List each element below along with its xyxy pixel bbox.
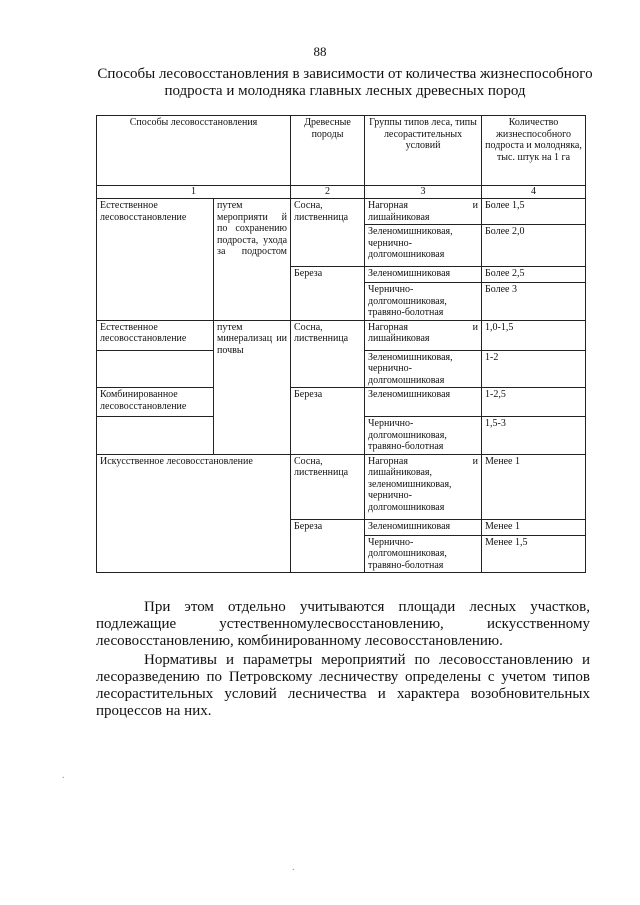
quantity-cell: Более 2,5	[482, 267, 586, 283]
quantity-cell: Менее 1	[482, 454, 586, 519]
column-number: 3	[365, 186, 482, 199]
quantity-cell: 1-2	[482, 350, 586, 388]
document-title	[80, 66, 610, 100]
forest-type-cell: Зеленомишниковая	[365, 267, 482, 283]
quantity-cell: 1,5-3	[482, 417, 586, 455]
species-cell: Сосна, лиственница	[291, 320, 365, 388]
header-groups: Группы типов леса, типы лесорастительных условий	[365, 116, 482, 186]
header-quantity: Количество жизнеспособного подроста и молодняка, тыс. штук на 1 га	[482, 116, 586, 186]
column-number: 2	[291, 186, 365, 199]
quantity-cell: 1-2,5	[482, 388, 586, 417]
forest-type-cell: Нагорная и лишайниковая, зеленомишниковая, чернично-долгомошниковая	[365, 454, 482, 519]
scan-speck: .	[62, 770, 65, 781]
forest-type-cell: Зеленомишниковая	[365, 388, 482, 417]
species-cell: Береза	[291, 267, 365, 321]
column-number-row	[97, 186, 586, 199]
title-line-2: подроста и молодняка главных лесных древесных пород	[164, 83, 526, 99]
method-cell: Естественное лесовосстановление	[97, 320, 214, 350]
forest-type-cell: Чернично-долгомошниковая, травяно-болотная	[365, 417, 482, 455]
species-cell: Сосна, лиственница	[291, 199, 365, 267]
column-number: 1	[97, 186, 291, 199]
table-header-row	[97, 116, 586, 186]
table-row	[97, 320, 586, 350]
table-row	[97, 454, 586, 519]
forest-type-cell: Нагорная и лишайниковая	[365, 320, 482, 350]
header-methods: Способы лесовосстановления	[97, 116, 291, 186]
species-cell: Береза	[291, 519, 365, 573]
scan-speck: .	[292, 862, 295, 873]
quantity-cell: Более 1,5	[482, 199, 586, 225]
forest-type-cell: Зеленомишниковая, чернично-долгомошниковая	[365, 350, 482, 388]
quantity-cell: Более 2,0	[482, 225, 586, 267]
table-row	[97, 199, 586, 225]
empty-cell	[97, 350, 214, 388]
quantity-cell: Менее 1,5	[482, 535, 586, 573]
quantity-cell: 1,0-1,5	[482, 320, 586, 350]
forest-type-cell: Нагорная и лишайниковая	[365, 199, 482, 225]
table-row	[97, 388, 586, 417]
forest-type-cell: Чернично-долгомошниковая, травяно-болотная	[365, 283, 482, 321]
species-cell: Сосна, лиственница	[291, 454, 365, 519]
method-means-cell: путем мероприяти й по сохранению подроста, ухода за подростом	[214, 199, 291, 321]
forest-type-cell: Чернично-долгомошниковая, травяно-болотная	[365, 535, 482, 573]
forest-type-cell: Зеленомишниковая, чернично-долгомошниковая	[365, 225, 482, 267]
column-number: 4	[482, 186, 586, 199]
header-species: Древесные породы	[291, 116, 365, 186]
reforestation-table	[96, 115, 586, 573]
quantity-cell: Менее 1	[482, 519, 586, 535]
page-number: 88	[313, 44, 327, 59]
forest-type-cell: Зеленомишниковая	[365, 519, 482, 535]
method-cell: Комбинированное лесовосстановление	[97, 388, 214, 417]
paragraph-accounting: При этом отдельно учитываются площади лесных участков, подлежащие устественномулесвосстановлению, искусственному лесовосстановлению, комбинированному лесовосстановлению.	[96, 599, 590, 649]
quantity-cell: Более 3	[482, 283, 586, 321]
title-line-1: Способы лесовосстановления в зависимости от количества жизнеспособного	[97, 66, 593, 82]
empty-cell	[97, 417, 214, 455]
method-cell: Искусственное лесовосстановление	[97, 454, 291, 573]
method-cell: Естественное лесовосстановление	[97, 199, 214, 321]
species-cell: Береза	[291, 388, 365, 455]
method-means-cell: путем минерализац ии почвы	[214, 320, 291, 454]
paragraph-norms: Нормативы и параметры мероприятий по лесовосстановлению и лесоразведению по Петровскому лесничеству определены с учетом типов лесорастительных условий лесничества и характера возобновительных процессов на них.	[96, 652, 590, 719]
